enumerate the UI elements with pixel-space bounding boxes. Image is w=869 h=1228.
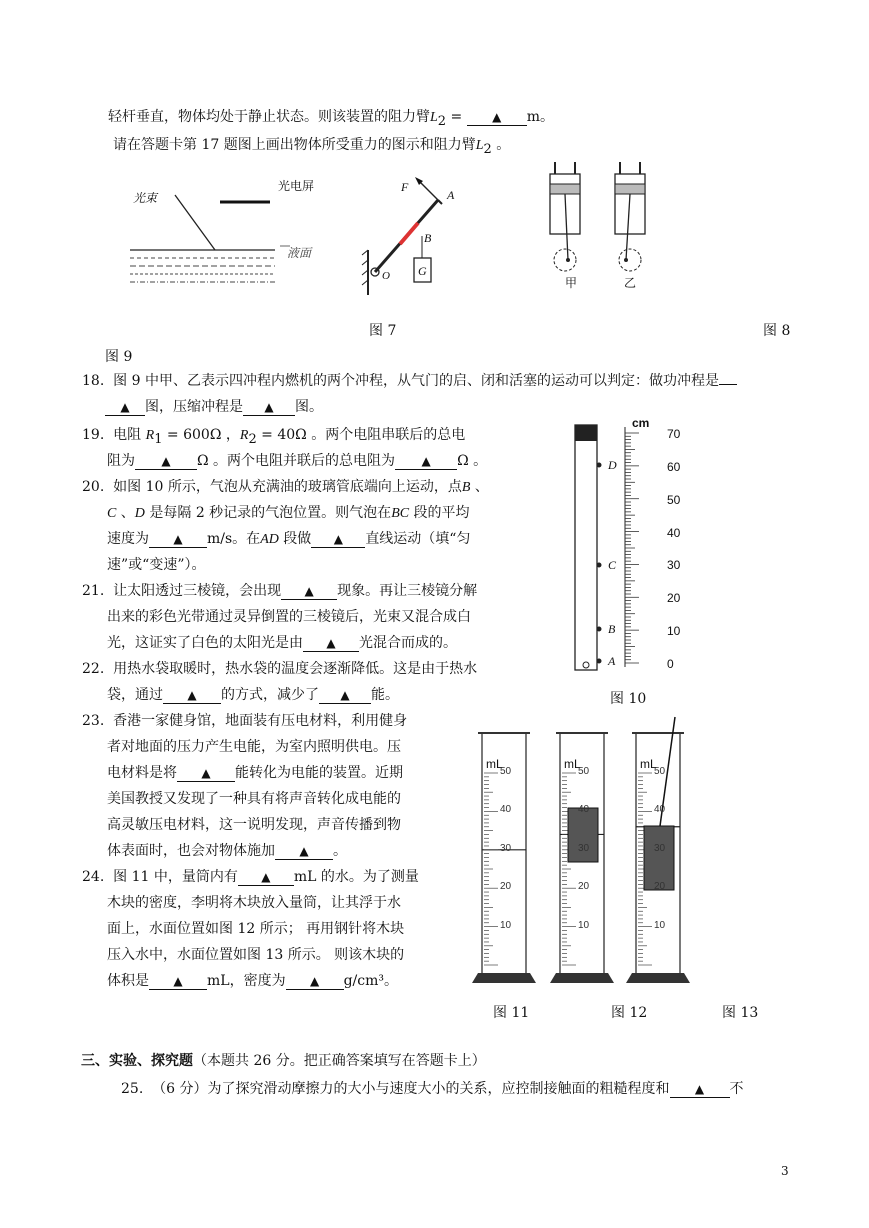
answer-blank: ▲ <box>303 635 359 652</box>
liquid-label: 液面 <box>287 246 312 260</box>
caption-fig12: 图 12 <box>611 1005 648 1021</box>
cylinder-unit-label: mL <box>640 757 657 771</box>
question-24-line2: 木块的密度，李明将木块放入量筒，让其浮于水 <box>107 895 401 911</box>
page-number: 3 <box>781 1164 789 1178</box>
label-b: B <box>608 622 616 636</box>
question-23-line2: 者对地面的压力产生电能，为室内照明供电。压 <box>107 739 401 755</box>
answer-blank: ▲ <box>286 973 344 990</box>
question-24-line5: 体积是 ▲ mL，密度为 ▲ g/cm³。 <box>107 973 398 989</box>
label-c: C <box>608 558 617 572</box>
label-o: O <box>382 270 390 282</box>
label-d: D <box>608 458 617 472</box>
answer-blank: ▲ <box>281 583 337 600</box>
cylinder-tick-label: 40 <box>654 804 666 816</box>
light-beam-line <box>175 195 215 250</box>
answer-blank: ▲ <box>311 531 365 548</box>
top-line-1: 轻杆垂直，物体均处于静止状态。则该装置的阻力臂$L_2$ = ▲ m。 <box>108 109 554 129</box>
answer-blank: ▲ <box>135 453 197 470</box>
ruler-tick-label: 0 <box>667 657 674 671</box>
caption-fig10: 图 10 <box>610 691 647 707</box>
question-19: 19. 电阻 $R_1 = 600\Omega$ ，$R_2 = 40\Omega$ 。两个电阻串联后的总电 <box>82 427 466 447</box>
ruler-unit: cm <box>632 416 650 430</box>
ruler-tick-label: 30 <box>667 558 681 573</box>
caption-fig13: 图 13 <box>722 1005 759 1021</box>
question-21: 21. 让太阳透过三棱镜，会出现 ▲ 现象。再让三棱镜分解 <box>82 583 478 599</box>
cylinder-tick-label: 30 <box>654 842 666 854</box>
answer-blank: ▲ <box>105 399 145 416</box>
question-21-line3: 光，这证实了白色的太阳光是由 ▲ 光混合而成的。 <box>107 635 457 651</box>
cylinder-tick-label: 40 <box>500 804 512 816</box>
question-20-line3: 速度为 ▲ m/s。在AD 段做 ▲ 直线运动（填“匀 <box>107 531 471 547</box>
section-heading: 三、实验、探究题（本题共 26 分。把正确答案填写在答题卡上） <box>81 1053 486 1069</box>
label-jia: 甲 <box>565 276 578 290</box>
ruler-tick-label: 10 <box>667 624 681 639</box>
answer-blank: ▲ <box>238 869 294 886</box>
question-25: 25. （6 分）为了探究滑动摩擦力的大小与速度大小的关系，应控制接触面的粗糙程度和 ▲ 不 <box>121 1081 744 1097</box>
ruler-tick-label: 70 <box>667 427 681 441</box>
caption-fig7: 图 7 <box>369 323 397 339</box>
ruler-tick-label: 20 <box>667 591 681 606</box>
label-g: G <box>418 264 427 278</box>
cylinder-unit-label: mL <box>486 757 503 771</box>
question-20-line2: C 、D 是每隔 2 秒记录的气泡位置。则气泡在BC 段的平均 <box>107 505 470 521</box>
label-a: A <box>447 188 455 202</box>
cylinder-tick-label: 40 <box>578 804 590 816</box>
ruler <box>625 427 639 667</box>
cylinder-tick-label: 10 <box>578 919 590 931</box>
question-24-line3: 面上，水面位置如图 12 所示； 再用钢针将木块 <box>107 921 405 937</box>
cylinder-tick-label: 10 <box>654 919 666 931</box>
lever-figure <box>360 170 460 300</box>
screen-label: 光电屏 <box>278 179 315 193</box>
caption-fig8: 图 8 <box>763 323 791 339</box>
question-23-line5: 高灵敏压电材料，这一说明发现，声音传播到物 <box>107 817 401 833</box>
answer-blank: ▲ <box>395 453 457 470</box>
top-line-2: 请在答题卡第 17 题图上画出物体所受重力的图示和阻力臂$L_2$ 。 <box>113 137 511 157</box>
cylinder-tick-label: 50 <box>500 766 512 777</box>
question-18-cont: ▲ 图，压缩冲程是 ▲ 图。 <box>105 398 323 416</box>
red-segment <box>400 223 418 244</box>
answer-blank: ▲ <box>467 109 527 126</box>
engine-figure <box>540 160 680 275</box>
answer-blank: ▲ <box>319 687 371 704</box>
answer-blank: ▲ <box>275 843 333 860</box>
answer-blank: ▲ <box>149 973 207 990</box>
cylinder-tick-label: 30 <box>578 842 590 854</box>
point-d <box>597 463 602 468</box>
question-24-line4: 压入水中，水面位置如图 13 所示。 则该木块的 <box>107 947 405 963</box>
question-23-line6: 体表面时，也会对物体施加 ▲ 。 <box>107 843 347 859</box>
question-19-cont: 阻为 ▲ Ω 。两个电阻并联后的总电阻为 ▲ Ω 。 <box>107 453 488 469</box>
question-23: 23. 香港一家健身馆，地面装有压电材料，利用健身 <box>82 713 408 729</box>
question-20: 20. 如图 10 所示，气泡从充满油的玻璃管底端向上运动，点B 、 <box>82 479 489 495</box>
cylinder-tick-label: 20 <box>578 881 590 893</box>
question-22-line2: 袋，通过 ▲ 的方式，减少了 ▲ 能。 <box>107 687 399 703</box>
answer-blank: ▲ <box>243 399 295 416</box>
cylinder-tick-label: 10 <box>500 919 512 931</box>
label-yi: 乙 <box>624 276 637 290</box>
label-a: A <box>608 654 616 668</box>
question-23-line3: 电材料是将 ▲ 能转化为电能的装置。近期 <box>107 765 403 781</box>
ruler-tick-label: 60 <box>667 459 681 474</box>
question-18: 18. 图 9 中甲、乙表示四冲程内燃机的两个冲程，从气门的启、闭和活塞的运动可以判定：做功冲程是 <box>82 372 737 390</box>
cylinder-tick-label: 30 <box>500 842 512 854</box>
point-c <box>597 563 602 568</box>
answer-blank: ▲ <box>163 687 221 704</box>
answer-blank: ▲ <box>670 1081 730 1098</box>
question-23-line4: 美国教授又发现了一种具有将声音转化成电能的 <box>107 791 401 807</box>
answer-blank: ▲ <box>149 531 207 548</box>
question-24: 24. 图 11 中，量筒内有 ▲ mL 的水。为了测量 <box>82 869 419 885</box>
glass-tube <box>575 425 597 670</box>
cylinder-tick-label: 20 <box>500 881 512 893</box>
cylinder-tick-label: 50 <box>654 766 666 777</box>
cylinder-tick-label: 50 <box>578 766 590 777</box>
cylinder-unit-label: mL <box>564 757 581 771</box>
question-21-line2: 出来的彩色光带通过灵异倒置的三棱镜后，光束又混合成白 <box>107 609 471 625</box>
question-20-line4: 速”或“变速”）。 <box>107 557 206 573</box>
caption-fig9: 图 9 <box>105 349 133 365</box>
label-b: B <box>424 231 432 245</box>
label-f: F <box>401 180 409 194</box>
caption-fig11: 图 11 <box>493 1005 530 1021</box>
question-22: 22. 用热水袋取暖时，热水袋的温度会逐渐降低。这是由于热水 <box>82 661 478 677</box>
point-a <box>597 659 602 664</box>
ruler-tick-label: 50 <box>667 492 681 507</box>
cylinder-tick-label: 20 <box>654 881 666 893</box>
point-b <box>597 627 602 632</box>
light-beam-label: 光束 <box>133 191 158 205</box>
ruler-tick-label: 40 <box>667 525 681 540</box>
answer-blank: ▲ <box>177 765 235 782</box>
